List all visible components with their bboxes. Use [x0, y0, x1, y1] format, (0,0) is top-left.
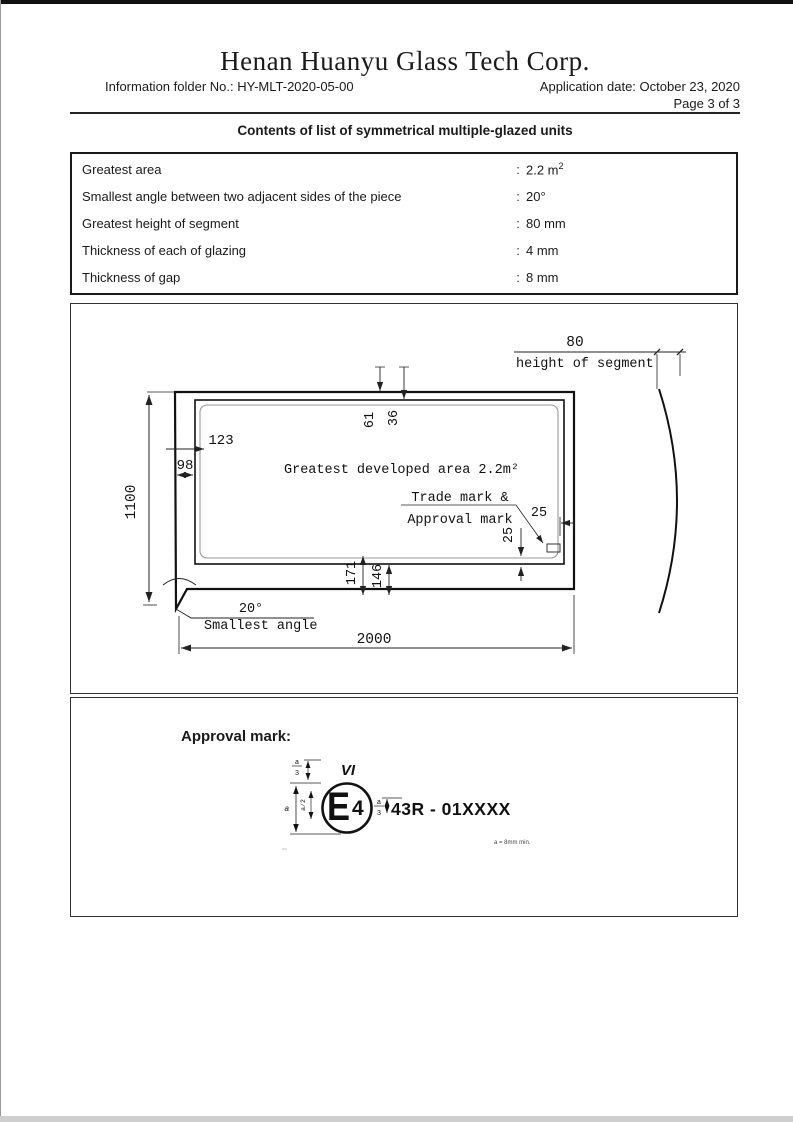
table-row [72, 264, 736, 291]
bottom-edge-bar [0, 1116, 793, 1122]
dim-25v-label: 25 [502, 526, 517, 544]
trade-mark-label-1: Trade mark & [411, 491, 509, 506]
spec-value [526, 243, 736, 258]
spec-value-text: 2.2 m [526, 162, 559, 178]
spec-label: Thickness of each of glazing [82, 243, 247, 258]
left-edge-line [0, 0, 1, 1122]
header-rule [70, 112, 740, 114]
dim-a-label: a [284, 804, 289, 813]
glazing-unit-drawing [71, 304, 736, 692]
spec-value [526, 189, 736, 204]
smallest-angle-label: Smallest angle [204, 619, 318, 634]
spec-value [526, 270, 736, 285]
dim-a2 [300, 791, 311, 819]
spec-colon: : [516, 189, 520, 204]
spec-colon: : [516, 162, 520, 177]
dim-123-label: 123 [208, 433, 234, 449]
approval-mark-heading: Approval mark: [181, 728, 292, 745]
spec-value [526, 161, 736, 177]
table-row [72, 210, 736, 237]
spec-value-text: 80 mm [526, 216, 566, 231]
company-title: Henan Huanyu Glass Tech Corp. [220, 46, 590, 76]
dim-36-label: 36 [387, 409, 402, 427]
dimension-1100 [124, 392, 175, 605]
approval-number: 43R - 01XXXX [391, 799, 511, 819]
table-row [72, 183, 736, 210]
top-edge-bar [0, 0, 793, 4]
dimension-note: a = 8mm min. [494, 840, 531, 846]
dim-98-label: 98 [176, 458, 194, 474]
dimension-61-36 [363, 367, 409, 428]
spec-label: Greatest height of segment [82, 216, 239, 231]
smallest-angle-callout [163, 579, 317, 635]
dim-61-label: 61 [363, 411, 378, 429]
frac-den: 3 [376, 810, 382, 818]
spec-value-sup: 2 [558, 161, 564, 172]
spec-colon: : [516, 270, 520, 285]
segment-arc [659, 389, 677, 613]
spec-colon: : [516, 243, 520, 258]
segment-height-label: height of segment [516, 357, 654, 372]
dim-146-label: 146 [371, 563, 386, 589]
e-mark-letter: E [327, 785, 350, 829]
trade-mark-label-2: Approval mark [407, 513, 513, 528]
section-heading: Contents of list of symmetrical multiple-glazed units [237, 123, 573, 138]
spec-table [70, 152, 738, 295]
application-date: Application date: October 23, 2020 [539, 79, 740, 94]
technical-drawing-panel [70, 303, 738, 694]
frac-den: 3 [294, 770, 300, 778]
spec-label: Thickness of gap [82, 270, 181, 285]
dim-2000-label: 2000 [356, 632, 392, 648]
spec-label: Smallest angle between two adjacent sides of the piece [82, 189, 402, 204]
developed-area-label: Greatest developed area 2.2m² [284, 463, 519, 478]
frac-num: a [376, 799, 382, 807]
trade-mark-callout [401, 491, 543, 543]
dim-1100-label: 1100 [124, 484, 140, 520]
dim-171-label: 171 [345, 560, 360, 586]
spec-value-text: 4 mm [526, 243, 559, 258]
spec-value [526, 216, 736, 231]
approval-mark-panel [70, 697, 738, 917]
dim-a2-label: a/2 [300, 799, 307, 811]
spec-value-text: 20° [526, 189, 546, 204]
height-of-segment-dimension [514, 335, 686, 613]
smallest-angle-value: 20° [238, 602, 264, 617]
dim-25h-label: 25 [530, 506, 548, 521]
e-mark-number: 4 [352, 797, 364, 820]
frac-num: a [294, 759, 300, 767]
spec-label: Greatest area [82, 162, 162, 177]
page-number: Page 3 of 3 [673, 96, 740, 111]
spec-value-text: 8 mm [526, 270, 559, 285]
table-row [72, 237, 736, 264]
glazing-class-label: VI [340, 762, 356, 779]
spec-colon: : [516, 216, 520, 231]
info-folder-number: Information folder No.: HY-MLT-2020-05-00 [105, 79, 354, 94]
approval-mark-figure [71, 698, 736, 914]
dim-a3-left [290, 759, 321, 783]
segment-height-value: 80 [566, 335, 584, 351]
table-row [72, 156, 736, 183]
